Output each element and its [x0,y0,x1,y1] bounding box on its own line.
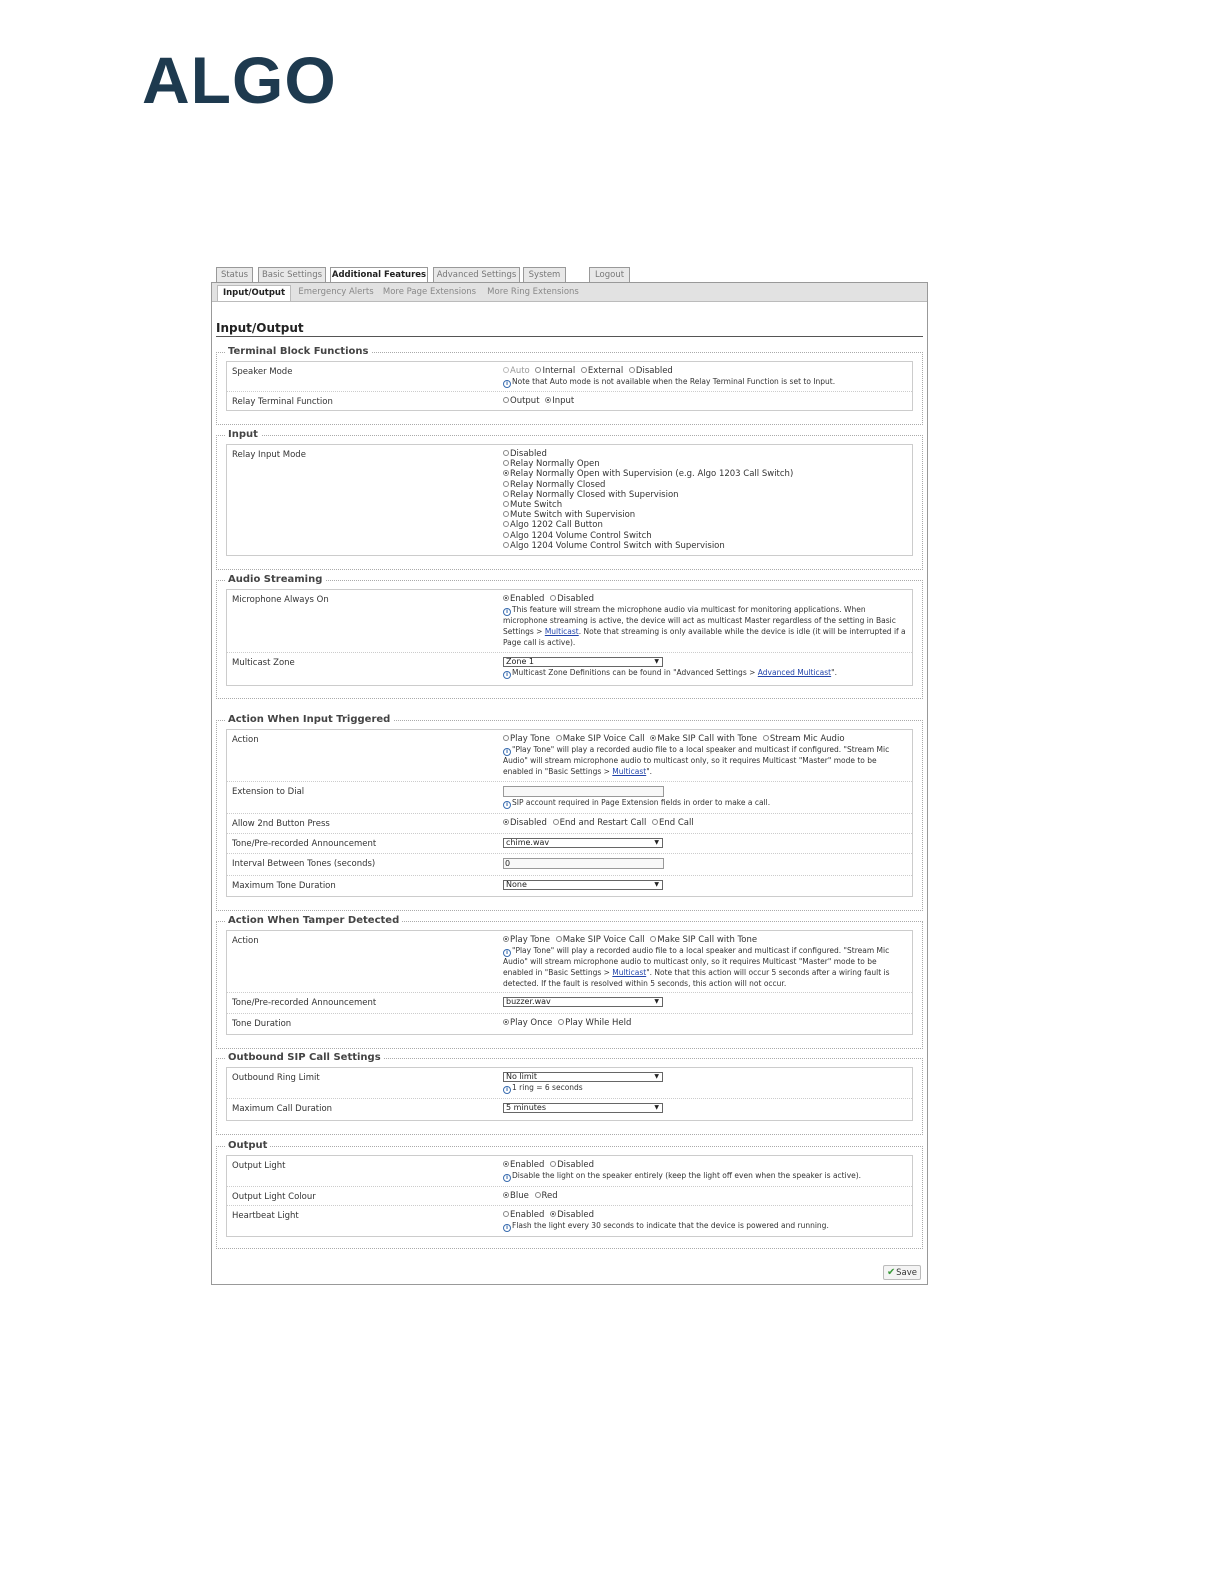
section-legend: Action When Input Triggered [225,714,393,726]
multicast-zone-row [227,653,912,687]
ring-limit-select[interactable] [503,1072,663,1082]
multicast-link[interactable]: Multicast [612,968,647,977]
section-legend: Audio Streaming [225,574,325,586]
mic-always-on-row [227,590,912,653]
radio-icon[interactable] [650,936,656,942]
field-label: Relay Terminal Function [232,397,333,407]
radio-icon[interactable] [550,595,556,601]
radio-option[interactable] [503,480,906,490]
section-legend: Output [225,1140,270,1152]
info-icon: i [503,748,511,756]
dropdown-arrow-icon: ▼ [654,1104,659,1111]
radio-icon[interactable] [503,450,509,456]
option-label: Relay Normally Closed [510,479,606,490]
option-label: Mute Switch with Supervision [510,510,636,521]
second-press-row [227,814,912,834]
option-label: Algo 1204 Volume Control Switch with Supervision [510,540,725,551]
help-note [503,668,906,679]
second-press-options [503,818,906,828]
field-label: Heartbeat Light [232,1211,299,1221]
option-label: Make SIP Call with Tone [657,935,758,945]
radio-icon[interactable] [503,1192,509,1198]
option-label: Red [541,1191,558,1201]
radio-play-once[interactable] [503,1018,552,1028]
radio-option[interactable] [503,520,906,530]
section-legend: Input [225,429,261,441]
option-label: Internal [542,366,576,376]
field-label: Maximum Call Duration [232,1104,333,1114]
help-note [503,745,906,778]
radio-icon[interactable] [581,367,587,373]
max-tone-control [503,880,906,890]
light-colour-row [227,1187,912,1206]
help-note [503,1221,906,1232]
output-section [216,1140,923,1249]
tamper-action-row [227,931,912,993]
dropdown-arrow-icon: ▼ [654,998,659,1005]
dropdown-arrow-icon: ▼ [654,881,659,888]
option-label: Mute Switch [510,500,563,511]
radio-option[interactable] [503,531,906,541]
option-label: Multicast Zone Definitions can be found in "Advanced Settings > [512,668,758,677]
option-label: Algo 1204 Volume Control Switch [510,530,652,541]
option-label: Blue [510,1191,529,1201]
option-label: Enabled [510,1210,545,1220]
tab-status[interactable]: Status [216,267,253,282]
radio-disabled[interactable] [629,366,673,376]
info-icon: i [503,671,511,679]
radio-icon[interactable] [503,460,509,466]
max-call-select[interactable] [503,1103,663,1113]
radio-icon[interactable] [629,367,635,373]
option-label: "Play Tone" will play a recorded audio file to a local speaker and multicast if configured. "Stream Mic Audio" will stream microphone audio to multicast only, so it requires Multicast "Master" mode to be enabled in "Basic Settings > [503,745,890,776]
section-box [226,361,913,411]
tone-duration-options [503,1018,906,1028]
subtab-more-page-extensions[interactable]: More Page Extensions [382,287,477,297]
radio-option[interactable] [503,469,906,479]
page-title: Input/Output [216,321,923,337]
radio-option[interactable] [503,490,906,500]
option-label: Flash the light every 30 seconds to indicate that the device is powered and running. [512,1221,829,1231]
option-label: End Call [659,818,694,828]
section-box [226,444,913,556]
section-legend: Outbound SIP Call Settings [225,1052,384,1064]
radio-disabled[interactable] [550,594,594,604]
subtab-input-output[interactable]: Input/Output [217,285,291,301]
radio-icon[interactable] [535,367,541,373]
field-label: Action [232,936,259,946]
heartbeat-options [503,1210,906,1232]
tone-control [503,838,906,848]
section-box [226,1067,913,1121]
tamper-tone-control [503,997,906,1007]
option-label: Relay Normally Open [510,459,600,470]
option-label: Disabled [557,594,594,604]
subtab-emergency-alerts[interactable]: Emergency Alerts [298,287,374,297]
option-label: This feature will stream the microphone audio via multicast for monitoring applications. When microphone streaming is active, the device will act as multicast Master regardless of the setting in Basic Settings > [503,605,896,636]
radio-icon[interactable] [650,735,656,741]
help-note [503,377,906,388]
option-label: Enabled [510,594,545,604]
field-label: Tone Duration [232,1019,292,1029]
radio-icon[interactable] [503,1019,509,1025]
section-box [226,589,913,686]
option-label: External [587,366,624,376]
multicast-zone-select[interactable] [503,657,663,667]
field-label: Output Light Colour [232,1192,316,1202]
tab-additional-features[interactable]: Additional Features [330,267,428,283]
info-icon: i [503,380,511,388]
radio-icon[interactable] [503,470,509,476]
option-label: Disable the light on the speaker entirely (keep the light off even when the speaker is active). [512,1171,862,1181]
info-icon: i [503,801,511,809]
tone-row [227,834,912,854]
tab-system[interactable]: System [523,267,566,282]
option-label: Zone 1 [506,657,534,666]
tamper-section [216,915,923,1049]
terminal-block-section [216,346,923,425]
field-label: Output Light [232,1161,286,1171]
section-legend: Action When Tamper Detected [225,915,402,927]
radio-play-tone[interactable] [503,734,550,744]
info-icon: i [503,1086,511,1094]
option-label: ". Note that this action will occur 5 seconds after a wiring fault is detected. If the fault is resolved within 5 seconds, this action will not occur. [503,968,890,988]
max-tone-select[interactable] [503,880,663,890]
option-label: Stream Mic Audio [769,734,845,744]
radio-sip-call-tone[interactable] [650,935,757,945]
ring-limit-control [503,1072,906,1094]
option-label: Disabled [635,366,673,376]
radio-internal[interactable] [535,366,575,376]
option-label: None [506,880,527,889]
option-label: Relay Normally Open with Supervision (e.g. Algo 1203 Call Switch) [510,469,794,480]
help-note [503,605,906,648]
radio-icon[interactable] [503,1211,509,1217]
option-label: Auto [510,366,530,376]
radio-red[interactable] [535,1191,558,1201]
checkmark-icon: ✔ [887,1267,896,1278]
radio-option[interactable] [503,449,906,459]
max-tone-row [227,876,912,898]
output-light-options [503,1160,906,1182]
radio-auto[interactable] [503,366,530,376]
save-label: Save [896,1268,917,1278]
option-label: . Note that streaming is only available while the device is idle (it will be interrupted if a Page call is active). [503,627,906,647]
dropdown-arrow-icon: ▼ [654,1073,659,1080]
option-label: No limit [506,1072,538,1081]
tamper-action-options [503,935,906,990]
max-call-control [503,1103,906,1113]
option-label: Relay Normally Closed with Supervision [510,489,679,500]
field-label: Interval Between Tones (seconds) [232,859,376,869]
radio-sip-voice-call[interactable] [556,935,645,945]
help-note [503,946,906,989]
radio-icon[interactable] [558,1019,564,1025]
action-options [503,734,906,778]
action-row [227,730,912,782]
subtab-more-ring-extensions[interactable]: More Ring Extensions [487,287,579,297]
radio-sip-voice-call[interactable] [556,734,645,744]
tone-select[interactable] [503,838,663,848]
mic-options [503,594,906,649]
radio-icon[interactable] [503,491,509,497]
relay-input-mode-options [503,449,906,551]
radio-external[interactable] [581,366,623,376]
settings-panel [211,282,928,1285]
radio-play-tone[interactable] [503,935,550,945]
relay-terminal-options [503,396,906,406]
field-label: Action [232,735,259,745]
radio-option[interactable] [503,541,906,551]
radio-icon[interactable] [503,532,509,538]
option-label: Input [552,396,575,406]
radio-end-call[interactable] [652,818,694,828]
radio-icon[interactable] [503,735,509,741]
multicast-link[interactable]: Multicast [544,627,579,636]
dropdown-arrow-icon: ▼ [654,839,659,846]
input-section [216,429,923,570]
radio-icon[interactable] [503,936,509,942]
radio-icon[interactable] [503,542,509,548]
option-label: ". [646,767,653,776]
outbound-sip-section [216,1052,923,1135]
help-note [503,798,906,809]
interval-control [503,858,906,869]
radio-icon[interactable] [550,1161,556,1167]
section-legend: Terminal Block Functions [225,346,371,358]
light-colour-options [503,1191,906,1201]
tab-advanced-settings[interactable]: Advanced Settings [433,267,520,282]
field-label: Speaker Mode [232,367,293,377]
radio-option[interactable] [503,500,906,510]
radio-icon[interactable] [763,735,769,741]
interval-input[interactable]: 0 [503,858,664,869]
option-label: SIP account required in Page Extension fields in order to make a call. [512,798,771,807]
help-note [503,1171,906,1182]
tone-duration-row [227,1014,912,1036]
extension-row [227,782,912,814]
advanced-multicast-link[interactable]: Advanced Multicast [757,668,832,677]
option-label: Disabled [557,1160,594,1170]
radio-enabled[interactable] [503,1210,544,1220]
speaker-mode-row [227,362,912,392]
radio-sip-call-tone[interactable] [650,734,757,744]
tab-logout[interactable]: Logout [589,267,630,282]
option-label: Play Once [510,1018,553,1028]
info-icon: i [503,1224,511,1232]
info-icon: i [503,1174,511,1182]
radio-icon[interactable] [503,521,509,527]
relay-input-mode-row [227,445,912,555]
radio-enabled[interactable] [503,1160,544,1170]
multicast-zone-control [503,657,906,679]
field-label: Extension to Dial [232,787,305,797]
option-label: End and Restart Call [559,818,647,828]
option-label: Play Tone [510,734,550,744]
radio-disabled[interactable] [550,1160,594,1170]
output-light-row [227,1156,912,1187]
radio-icon[interactable] [503,501,509,507]
radio-option[interactable] [503,459,906,469]
radio-option[interactable] [503,510,906,520]
radio-icon[interactable] [556,936,562,942]
radio-icon[interactable] [553,819,559,825]
option-label: Play While Held [565,1018,632,1028]
section-box [226,930,913,1035]
option-label: Make SIP Call with Tone [657,734,758,744]
radio-icon[interactable] [535,1192,541,1198]
relay-terminal-row [227,392,912,412]
field-label: Multicast Zone [232,658,295,668]
radio-blue[interactable] [503,1191,529,1201]
option-label: Output [510,396,540,406]
field-label: Relay Input Mode [232,450,306,460]
radio-play-while-held[interactable] [558,1018,631,1028]
radio-output[interactable] [503,396,540,406]
option-label: chime.wav [506,838,550,847]
radio-icon[interactable] [545,397,551,403]
section-box [226,1155,913,1237]
radio-icon[interactable] [503,819,509,825]
info-icon: i [503,949,511,957]
radio-icon[interactable] [503,511,509,517]
field-label: Microphone Always On [232,595,329,605]
help-note [503,1083,906,1094]
option-label: Disabled [557,1210,594,1220]
radio-icon[interactable] [652,819,658,825]
option-label: 1 ring = 6 seconds [512,1083,583,1092]
ring-limit-row [227,1068,912,1099]
field-label: Tone/Pre-recorded Announcement [232,998,377,1008]
option-label: Disabled [510,449,547,459]
tab-basic-settings[interactable]: Basic Settings [258,267,326,282]
option-label: Play Tone [510,935,550,945]
field-label: Outbound Ring Limit [232,1073,320,1083]
tamper-tone-select[interactable] [503,997,663,1007]
field-label: Allow 2nd Button Press [232,819,330,829]
audio-streaming-section [216,574,923,699]
extension-input[interactable] [503,786,664,797]
multicast-link[interactable]: Multicast [612,767,647,776]
option-label: Note that Auto mode is not available when the Relay Terminal Function is set to Input. [512,377,836,387]
radio-icon[interactable] [503,481,509,487]
dropdown-arrow-icon: ▼ [654,658,659,665]
radio-icon[interactable] [550,1211,556,1217]
option-label: Algo 1202 Call Button [510,520,603,531]
radio-disabled[interactable] [550,1210,594,1220]
radio-enabled[interactable] [503,594,544,604]
radio-disabled[interactable] [503,818,547,828]
option-label: 5 minutes [506,1103,547,1112]
sub-tabs [212,283,927,302]
save-button[interactable] [883,1265,921,1280]
radio-icon[interactable] [503,595,509,601]
heartbeat-row [227,1206,912,1238]
tamper-tone-row [227,993,912,1014]
algo-logo: ALGO [142,43,337,117]
field-label: Maximum Tone Duration [232,881,336,891]
option-label: Make SIP Voice Call [562,935,645,945]
radio-end-restart[interactable] [553,818,647,828]
input-triggered-section [216,714,923,911]
radio-icon[interactable] [556,735,562,741]
field-label: Tone/Pre-recorded Announcement [232,839,377,849]
option-label: Enabled [510,1160,545,1170]
option-label: "Play Tone" will play a recorded audio file to a local speaker and multicast if configured. "Stream Mic Audio" will stream microphone audio to multicast only, so it requires Multicast "Master" mode to be enabled in "Basic Settings > [503,946,890,977]
speaker-mode-options [503,366,906,388]
section-box [226,729,913,897]
max-call-row [227,1099,912,1122]
info-icon: i [503,608,511,616]
radio-input[interactable] [545,396,574,406]
interval-row [227,854,912,876]
option-label: Make SIP Voice Call [562,734,645,744]
radio-icon[interactable] [503,397,509,403]
option-label: buzzer.wav [506,997,551,1006]
option-label: Disabled [510,818,547,828]
radio-icon[interactable] [503,1161,509,1167]
radio-icon[interactable] [503,367,509,373]
radio-stream-mic[interactable] [763,734,845,744]
option-label: ". [831,668,837,677]
extension-control [503,786,906,809]
